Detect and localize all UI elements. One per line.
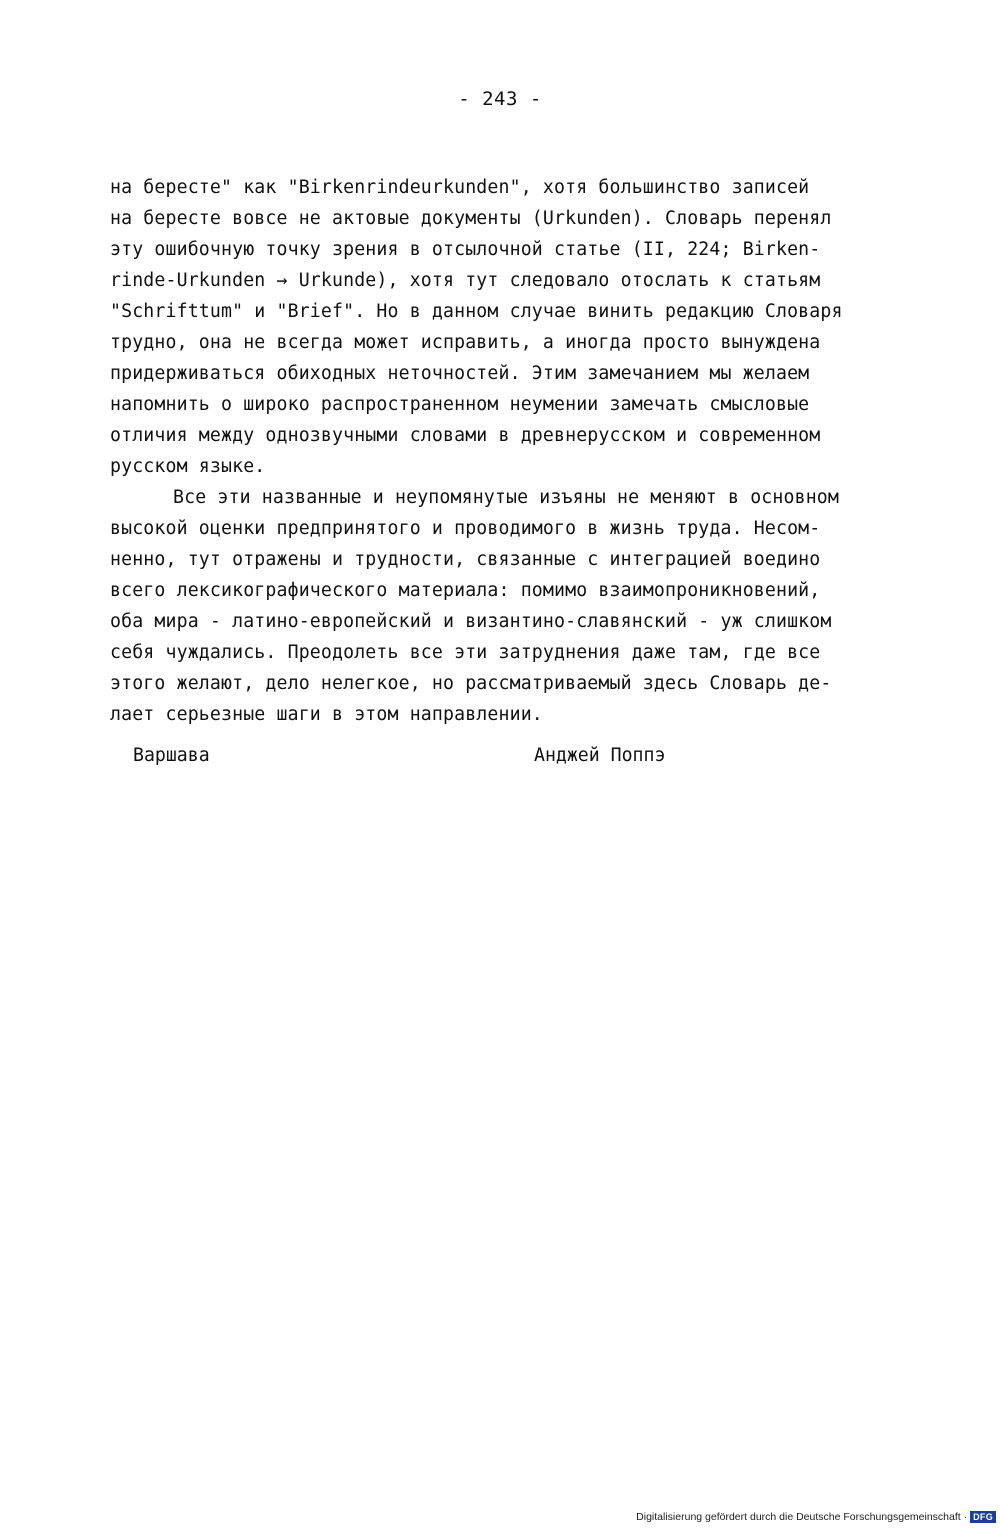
- text-line: Все эти названные и неупомянутые изъяны не меняют в основном: [173, 487, 839, 508]
- text-line: напомнить о широко распространенном неумении замечать смысловые: [110, 394, 810, 415]
- text-line: высокой оценки предпринятого и проводимого в жизнь труда. Несом-: [110, 518, 821, 539]
- text-line: на бересте" как "Birkenrindeurkunden", хотя большинство записей: [110, 177, 810, 198]
- text-line: этого желают, дело нелегкое, но рассматриваемый здесь Словарь де-: [110, 673, 832, 694]
- text-line: "Schrifttum" и "Brief". Но в данном случае винить редакцию Словаря: [110, 301, 843, 322]
- text-line: лает серьезные шаги в этом направлении.: [110, 704, 543, 725]
- text-line: на бересте вовсе не актовые документы (Urkunden). Словарь перенял: [110, 208, 832, 229]
- paragraph-1: [110, 172, 940, 482]
- footer-credit: Digitalisierung gefördert durch die Deutsche Forschungsgemeinschaft ·: [636, 1511, 968, 1523]
- text-line: себя чуждались. Преодолеть все эти затруднения даже там, где все: [110, 642, 821, 663]
- page-number: - 243 -: [458, 88, 542, 110]
- signature-author: Анджей Поппэ: [534, 745, 666, 766]
- text-line: оба мира - латино-европейский и византино-славянский - уж слишком: [110, 611, 832, 632]
- text-line: всего лексикографического материала: помимо взаимопроникновений,: [110, 580, 821, 601]
- paragraph-2: [110, 482, 940, 730]
- dfg-logo-icon: DFG: [970, 1511, 996, 1523]
- text-line: эту ошибочную точку зрения в отсылочной статье (II, 224; Birken-: [110, 239, 821, 260]
- text-line: ненно, тут отражены и трудности, связанные с интеграцией воедино: [110, 549, 821, 570]
- signature-place: Варшава: [133, 745, 210, 766]
- digitization-footer: [636, 1509, 996, 1525]
- text-line: русском языке.: [110, 456, 266, 477]
- text-line: отличия между однозвучными словами в древнерусском и современном: [110, 425, 821, 446]
- text-line: rinde-Urkunden → Urkunde), хотя тут следовало отослать к статьям: [110, 270, 821, 291]
- signature: [133, 740, 833, 771]
- body-text: [110, 172, 940, 730]
- text-line: придерживаться обиходных неточностей. Этим замечанием мы желаем: [110, 363, 810, 384]
- text-line: трудно, она не всегда может исправить, а иногда просто вынуждена: [110, 332, 821, 353]
